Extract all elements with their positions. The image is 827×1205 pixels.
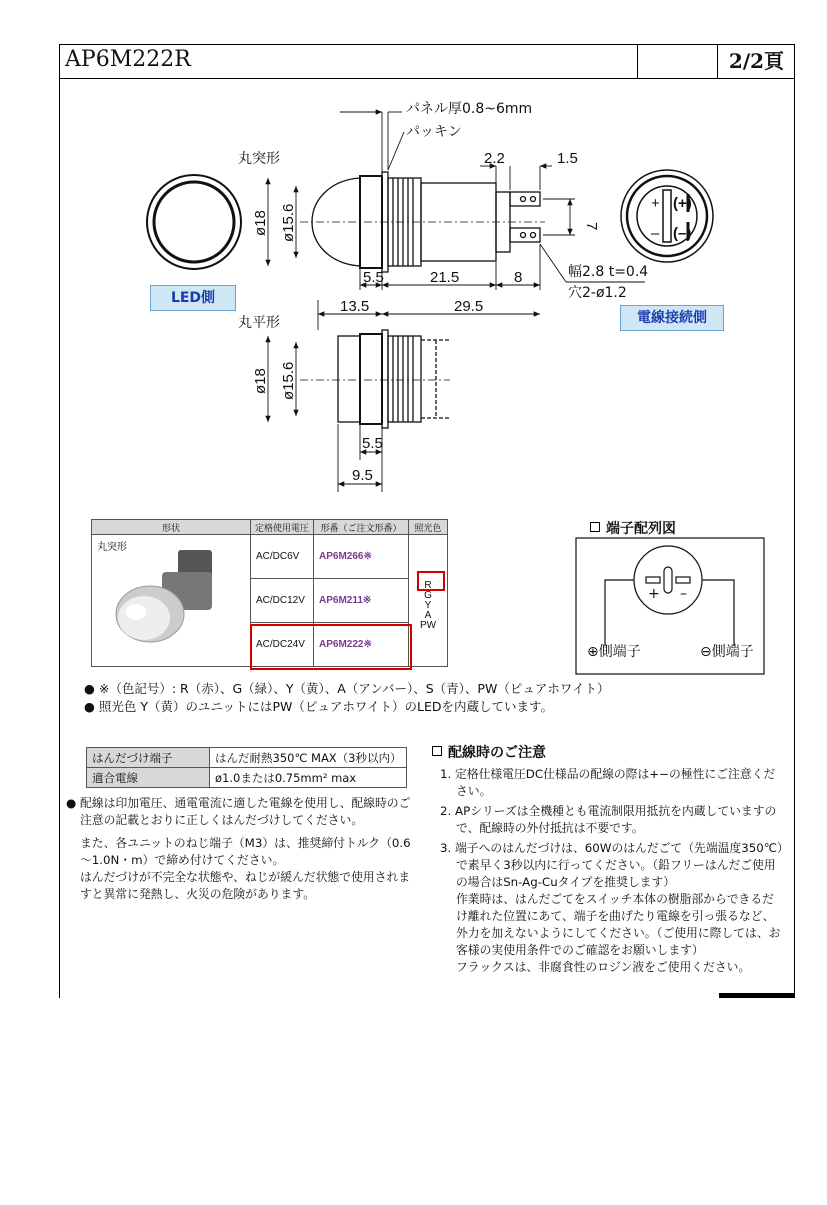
square-bullet-icon xyxy=(590,522,600,532)
page-number: 2/2頁 xyxy=(717,44,795,78)
dim-5-5: 5.5 xyxy=(363,269,384,286)
dim-9-5: 9.5 xyxy=(352,467,373,484)
square-bullet-icon xyxy=(432,746,442,756)
packing-label: パッキン xyxy=(406,124,462,140)
dim-7: 7 xyxy=(583,222,600,231)
spec-header-voltage: 定格使用電圧 xyxy=(251,520,314,535)
terminal-spec-hole: 穴2-ø1.2 xyxy=(568,285,627,301)
dim-21-5: 21.5 xyxy=(430,269,460,286)
rear-plus-label: (+) xyxy=(673,195,692,212)
spec-header-color: 照光色 xyxy=(409,520,448,535)
caution-item-2: 2. APシリーズは全機種とも電流制限用抵抗を内蔵していますので、配線時の外付抵抗は不要です。 xyxy=(440,804,777,835)
spec-header-part: 形番（ご注文形番） xyxy=(314,520,409,535)
bullet-1: ● ※（色記号）: R（赤）、G（緑）、Y（黄）、A（アンバー）、S（青）、PW（ピュアホワイト） xyxy=(84,681,610,696)
dim-29-5: 29.5 xyxy=(454,298,484,315)
solder-table xyxy=(86,747,407,788)
dim-8: 8 xyxy=(514,269,523,286)
wiring-note-p3: はんだづけが不完全な状態や、ねじが緩んだ状態で使用されますと異常に発熱し、火災の危険があります。 xyxy=(80,870,411,901)
dim-2-2: 2.2 xyxy=(484,150,505,167)
rear-plus-sym: + xyxy=(651,195,660,212)
pin-plus: + xyxy=(648,586,660,602)
caution-item-3-work: 作業時は、はんだごてをスイッチ本体の樹脂部からできるだけ離れた位置にあて、端子を曲げたり電線を引っ張るなど、外力を加えないようにしてください。（ご使用に際しては、お客様の実使用条件でのご確認をお願いします） xyxy=(456,892,781,957)
led-front-view xyxy=(147,175,241,269)
spec-color-cell xyxy=(409,535,448,667)
dim-d156: ø15.6 xyxy=(280,203,297,242)
pin-diagram-title xyxy=(590,518,676,538)
caution-list xyxy=(440,766,785,976)
highlight-24v-row xyxy=(250,624,412,670)
color-g: G xyxy=(424,589,432,601)
spec-voltage-1: AC/DC12V xyxy=(251,579,314,623)
label-round-flat: 丸平形 xyxy=(238,315,280,331)
spec-part-1: AP6M211※ xyxy=(314,579,409,623)
solder-label-0: はんだづけ端子 xyxy=(87,748,210,768)
solder-value-1: ø1.0または0.75mm² max xyxy=(210,768,407,788)
pin-diagram-title-text: 端子配列図 xyxy=(606,521,676,537)
rear-view xyxy=(621,170,713,262)
panel-thickness: パネル厚0.8~6mm xyxy=(406,101,533,117)
wiring-note xyxy=(66,795,421,903)
wiring-note-p1-text: 配線は印加電圧、通電電流に適した電線を使用し、配線時のご注意の記載とおりに正しくはんだづけしてください。 xyxy=(80,796,411,827)
dim-5-5-flat: 5.5 xyxy=(362,435,383,452)
caution-item-3: 3. 端子へのはんだづけは、60Wのはんだごて（先端温度350℃）で素早く3秒以内に行ってください。（鉛フリーはんだご使用の場合はSn-Ag-Cuタイプを推奨します） xyxy=(440,841,783,889)
dim-1-5: 1.5 xyxy=(557,150,578,167)
terminal-spec-width: 幅2.8 t=0.4 xyxy=(568,264,649,280)
spec-shape: 丸突形 xyxy=(97,542,127,553)
wiring-note-p1: ● 配線は印加電圧、通電電流に適した電線を使用し、配線時のご注意の記載とおりに正しくはんだづけしてください。 xyxy=(66,796,411,827)
solder-label-1: 適合電線 xyxy=(87,768,210,788)
dim-d156-flat: ø15.6 xyxy=(280,361,297,400)
pin-minus: – xyxy=(680,586,687,602)
spec-shape-cell xyxy=(92,535,251,667)
caution-item-1: 1. 定格仕様電圧DC仕様品の配線の際は+−の極性にご注意ください。 xyxy=(440,767,776,798)
label-round-convex: 丸突形 xyxy=(238,151,280,167)
side-view-convex xyxy=(300,172,545,272)
wiring-note-p2: また、各ユニットのねじ端子（M3）は、推奨締付トルク（0.6～1.0N・m）で締め付けてください。 xyxy=(80,836,411,867)
bullet-2-text: 照光色 Y（黄）のユニットにはPW（ピュアホワイト）のLEDを内蔵しています。 xyxy=(98,699,554,714)
minus-terminal-label: ⊖側端子 xyxy=(700,644,754,660)
bullet-2: ● 照光色 Y（黄）のユニットにはPW（ピュアホワイト）のLEDを内蔵しています。 xyxy=(84,699,554,714)
color-notes xyxy=(84,680,609,716)
color-a: A xyxy=(424,609,432,621)
rear-minus-label: (–) xyxy=(673,225,692,242)
color-r: R xyxy=(424,579,432,591)
page-title: AP6M222R xyxy=(65,47,191,72)
spec-header-shape: 形状 xyxy=(92,520,251,535)
color-pw: PW xyxy=(419,619,437,631)
highlight-color-r xyxy=(417,571,445,591)
spec-part-0: AP6M266※ xyxy=(314,535,409,579)
rear-minus-sym: – xyxy=(651,225,660,242)
side-view-flat xyxy=(300,330,450,428)
bullet-1-text: ※（色記号）: R（赤）、G（緑）、Y（黄）、A（アンバー）、S（青）、PW（ピュアホワイト） xyxy=(98,681,610,696)
dim-d18: ø18 xyxy=(252,210,269,236)
solder-value-0: はんだ耐熱350℃ MAX（3秒以内） xyxy=(210,748,407,768)
spec-voltage-0: AC/DC6V xyxy=(251,535,314,579)
dim-13-5: 13.5 xyxy=(340,298,370,315)
spec-part-2: AP6M222※ xyxy=(314,623,409,667)
caution-title-text: 配線時のご注意 xyxy=(448,745,546,761)
spec-voltage-2: AC/DC24V xyxy=(251,623,314,667)
wire-side-callout: 電線接続側 xyxy=(620,305,724,331)
caution-item-3-flux: フラックスは、非腐食性のロジン液をご使用ください。 xyxy=(456,960,751,974)
caution-title xyxy=(432,742,546,762)
dim-d18-flat: ø18 xyxy=(252,368,269,394)
led-side-callout: LED側 xyxy=(150,285,236,311)
color-y: Y xyxy=(424,599,432,611)
plus-terminal-label: ⊕側端子 xyxy=(587,644,641,660)
